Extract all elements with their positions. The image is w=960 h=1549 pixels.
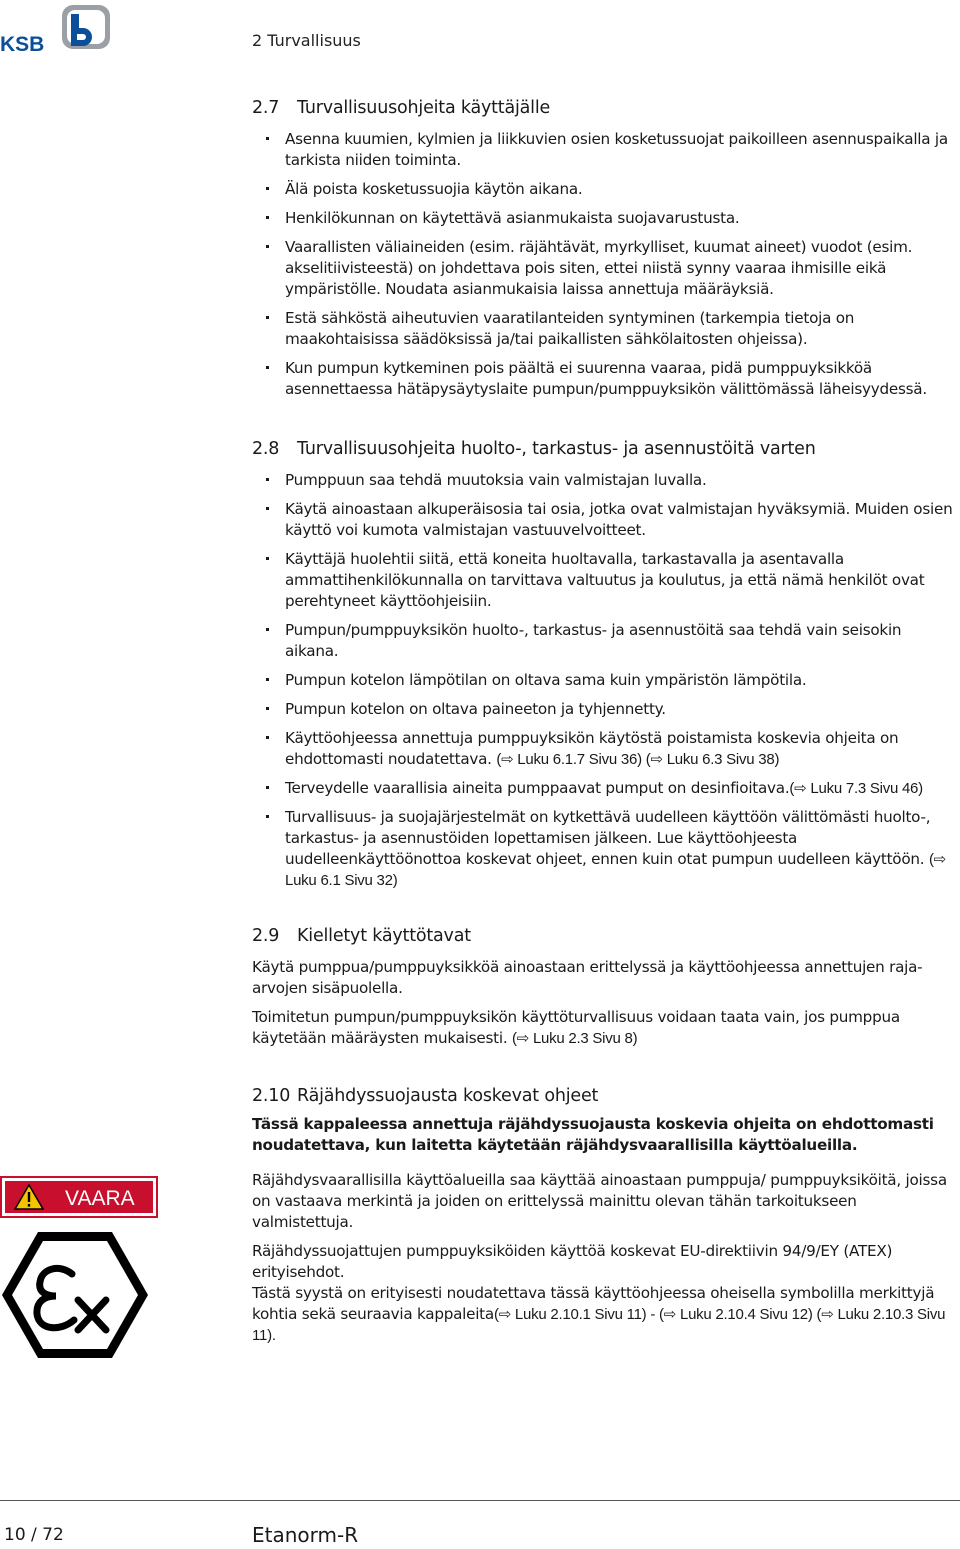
product-name: Etanorm-R — [252, 1523, 359, 1547]
page-number: 10 / 72 — [4, 1525, 64, 1545]
list-item: Pumpun/pumppuyksikön huolto-, tarkastus- ja asennustöitä saa tehdä vain seisokin aikana. — [252, 620, 958, 662]
chapter-reference-link[interactable]: (⇨ Luku 6.1 Sivu 32) — [285, 851, 947, 889]
chapter-reference-link[interactable]: (⇨ Luku 2.3 Sivu 8) — [511, 1030, 638, 1047]
main-content — [252, 96, 958, 1354]
section-heading: 2.9 Kielletyt käyttötavat — [252, 926, 471, 946]
list-item: Kun pumpun kytkeminen pois päältä ei suurenna vaaraa, pidä pumppuyksikköä asennettaessa hätäpysäytyslaite pumpun/pumppuyksikön välittömässä läheisyydessä. — [252, 358, 958, 400]
danger-warning-label — [0, 1176, 158, 1218]
section-2-10 — [252, 1084, 958, 1346]
list-item: Käyttöohjeessa annettuja pumppuyksikön käytöstä poistamista koskevia ohjeita on ehdottomasti noudatettava. (⇨ Luku 6.1.7 Sivu 36) (⇨ Luku 6.3 Sivu 38) — [252, 728, 958, 770]
bullet-list — [252, 470, 958, 891]
section-heading: 2.7 Turvallisuusohjeita käyttäjälle — [252, 98, 551, 118]
section-2-7 — [252, 96, 958, 400]
warning-label-text: VAARA — [65, 1187, 135, 1210]
bullet-list — [252, 129, 958, 400]
list-item: Pumpun kotelon on oltava paineeton ja tyhjennetty. — [252, 699, 958, 720]
list-item: Pumpun kotelon lämpötilan on oltava sama kuin ympäristön lämpötila. — [252, 670, 958, 691]
list-item: Terveydelle vaarallisia aineita pumppaavat pumput on desinfioitava.(⇨ Luku 7.3 Sivu 46) — [252, 778, 958, 799]
chapter-title: 2 Turvallisuus — [252, 31, 361, 50]
section-heading: 2.8 Turvallisuusohjeita huolto-, tarkastus- ja asennustöitä varten — [252, 439, 816, 459]
chapter-reference-link[interactable]: (⇨ Luku 6.1.7 Sivu 36) (⇨ Luku 6.3 Sivu 38) — [496, 751, 780, 768]
warning-text: Tässä kappaleessa annettuja räjähdyssuojausta koskevia ohjeita on ehdottomasti noudatettava, kun laitetta käytetään räjähdysvaarallisilla käyttöalueilla. — [252, 1115, 934, 1154]
list-item: Älä poista kosketussuojia käytön aikana. — [252, 179, 958, 200]
list-item: Käytä ainoastaan alkuperäisosia tai osia, jotka ovat valmistajan hyväksymiä. Muiden osien käyttö voi kumota valmistajan vastuuvelvoitteet. — [252, 499, 958, 541]
section-2-9 — [252, 924, 958, 1049]
chapter-reference-link[interactable]: (⇨ Luku 2.10.1 Sivu 11) - (⇨ Luku 2.10.4 Sivu 12) (⇨ Luku 2.10.3 Sivu 11). — [252, 1306, 946, 1344]
paragraph: Räjähdysvaarallisilla käyttöalueilla saa käyttää ainoastaan pumppuja/ pumppuyksiköitä, joissa on vastaava merkintä ja joiden on erittelyssä mainittu olevan tähän tarkoitukseen valmistettuja. — [252, 1171, 947, 1231]
footer-divider — [0, 1500, 960, 1501]
chapter-reference-link[interactable]: (⇨ Luku 7.3 Sivu 46) — [789, 780, 923, 797]
paragraph: Toimitetun pumpun/pumppuyksikön käyttöturvallisuus voidaan taata vain, jos pumppua käytetään määräysten mukaisesti. (⇨ Luku 2.3 Sivu 8) — [252, 1008, 900, 1047]
ksb-logo-icon — [0, 2, 116, 54]
logo-brand-text: KSB — [0, 33, 45, 54]
paragraph: Räjähdyssuojattujen pumppuyksiköiden käyttöä koskevat EU-direktiivin 94/9/EY (ATEX) erityisehdot. — [252, 1242, 893, 1281]
list-item: Turvallisuus- ja suojajärjestelmät on kytkettävä uudelleen käyttöön välittömästi huolto-, tarkastus- ja asennustöiden lopettamisen jälkeen. Lue käyttöohjeesta uudelleenkäyttöönottoa koskevat ohjeet, ennen kuin otat pumpun uudelleen käyttöön. (⇨ Luku 6.1 Sivu 32) — [252, 807, 958, 891]
ex-atex-icon — [0, 1230, 150, 1360]
list-item: Asenna kuumien, kylmien ja liikkuvien osien kosketussuojat paikoilleen asennuspaikalla ja tarkista niiden toiminta. — [252, 129, 958, 171]
list-item: Henkilökunnan on käytettävä asianmukaista suojavarustusta. — [252, 208, 958, 229]
list-item: Käyttäjä huolehtii siitä, että koneita huoltavalla, tarkastavalla ja asentavalla ammattihenkilökunnalla on tarvittava valtuutus ja koulutus, ja että nämä henkilöt ovat perehtyneet käyttöohjeisiin. — [252, 549, 958, 612]
section-heading: 2.10 Räjähdyssuojausta koskevat ohjeet — [252, 1086, 599, 1106]
section-2-8 — [252, 437, 958, 891]
list-item: Vaarallisten väliaineiden (esim. räjähtävät, myrkylliset, kuumat aineet) vuodot (esim. akselitiivisteestä) on johdettava pois siten, ettei niistä synny vaaraa ihmisille eikä ympäristölle. Noudata asianmukaisia laissa annettuja määräyksiä. — [252, 237, 958, 300]
warning-triangle-icon — [14, 1184, 44, 1210]
paragraph: Tästä syystä on erityisesti noudatettava tässä käyttöohjeessa oheisella symbolilla merkittyjä kohtia sekä seuraavia kappaleita(⇨ Luku 2.10.1 Sivu 11) - (⇨ Luku 2.10.4 Sivu 12) (⇨ Luku 2.10.3 Sivu 11). — [252, 1284, 946, 1344]
list-item: Pumppuun saa tehdä muutoksia vain valmistajan luvalla. — [252, 470, 958, 491]
paragraph: Käytä pumppua/pumppuyksikköä ainoastaan erittelyssä ja käyttöohjeessa annettujen raja-arvojen sisäpuolella. — [252, 958, 923, 997]
list-item: Estä sähköstä aiheutuvien vaaratilanteiden syntyminen (tarkempia tietoja on maakohtaisissa säädöksissä ja/tai paikallisten sähkölaitosten ohjeissa). — [252, 308, 958, 350]
